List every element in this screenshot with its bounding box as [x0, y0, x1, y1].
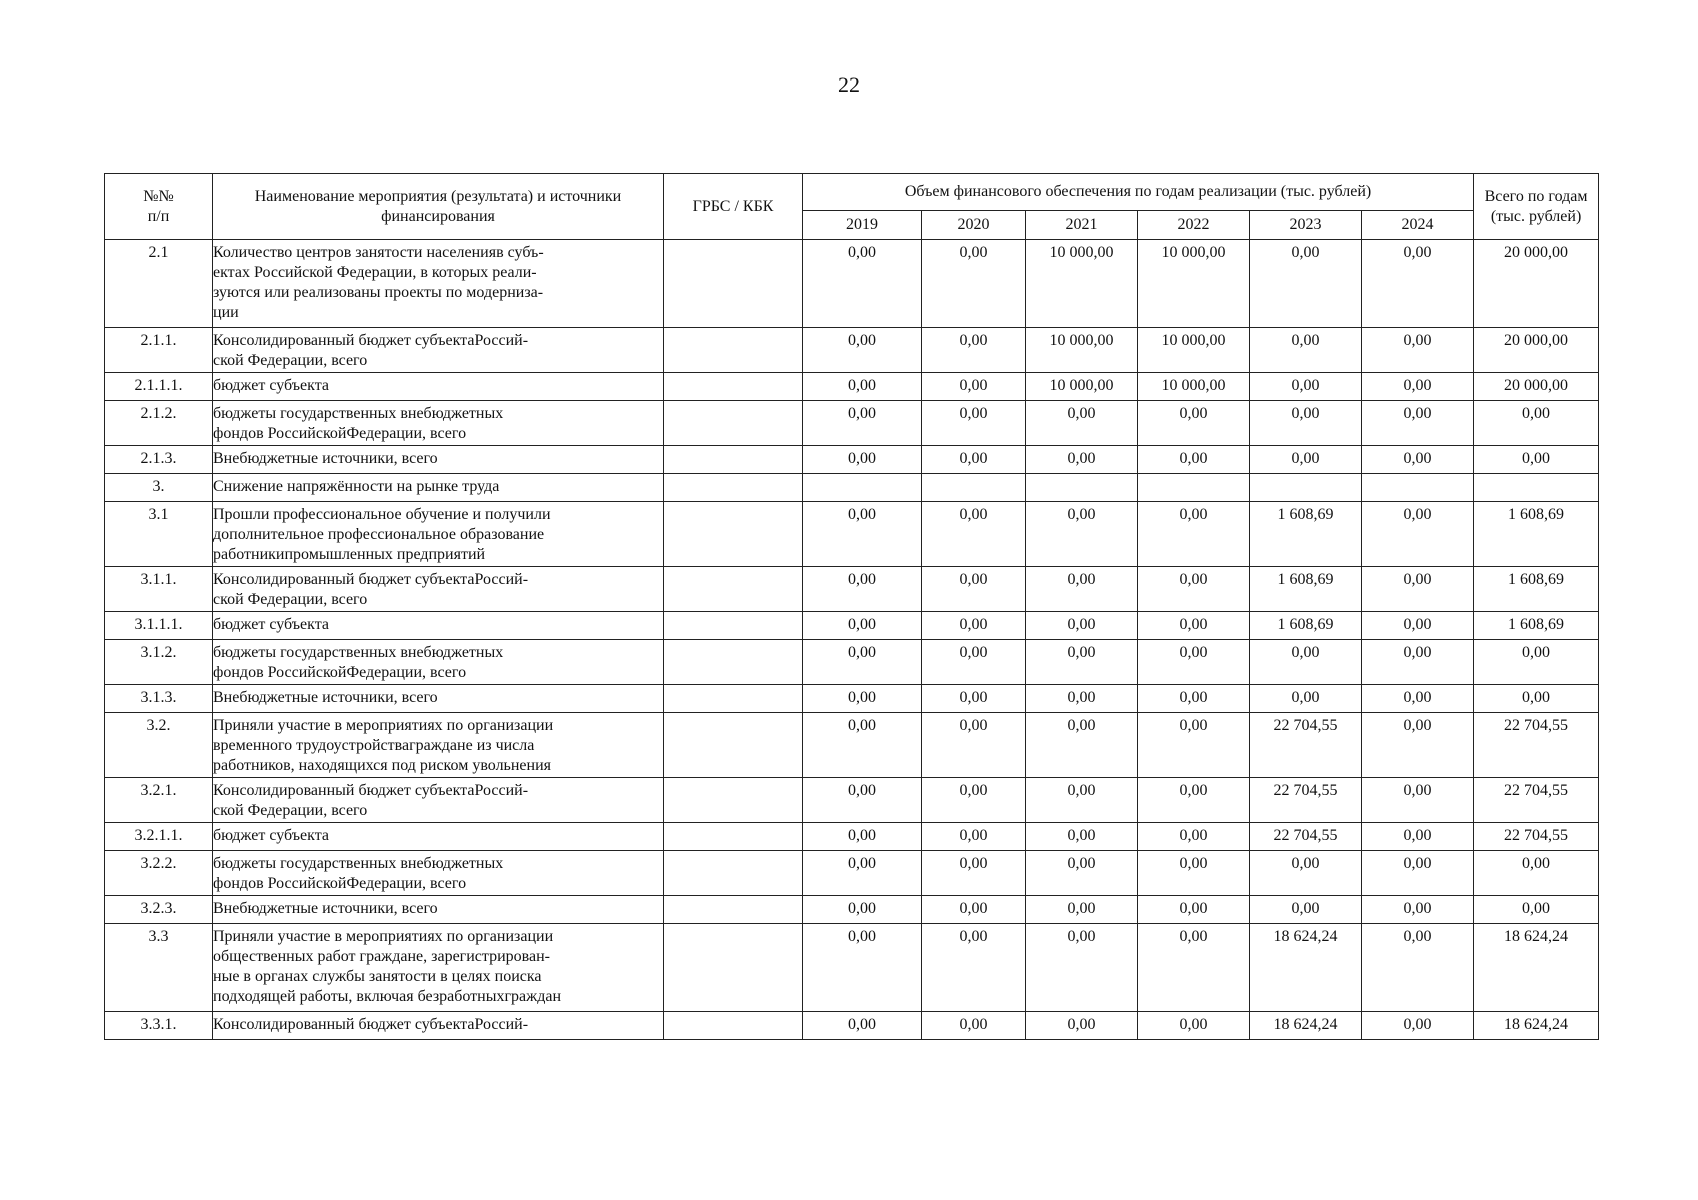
- row-year-value-cell: 0,00: [803, 778, 922, 823]
- row-year-value-cell: 0,00: [922, 924, 1026, 1012]
- row-year-value-cell: 0,00: [803, 1012, 922, 1040]
- row-year-value-cell: 0,00: [922, 567, 1026, 612]
- row-year-value-cell: 0,00: [1026, 502, 1138, 567]
- row-year-value-cell: 0,00: [1026, 685, 1138, 713]
- row-year-value-cell: 0,00: [1362, 896, 1474, 924]
- row-grbs-cell: [664, 612, 803, 640]
- row-number-cell: 3.2.1.1.: [105, 823, 213, 851]
- row-year-value-cell: 0,00: [803, 567, 922, 612]
- table-row: [105, 640, 1599, 685]
- row-total-cell: 1 608,69: [1474, 567, 1599, 612]
- row-year-value-cell: [1026, 474, 1138, 502]
- row-number-cell: 2.1.1.1.: [105, 373, 213, 401]
- header-total: Всего по годам (тыс. рублей): [1474, 174, 1599, 240]
- table-row: [105, 502, 1599, 567]
- row-year-value-cell: [922, 474, 1026, 502]
- row-number-cell: 3.1.3.: [105, 685, 213, 713]
- row-grbs-cell: [664, 851, 803, 896]
- row-year-value-cell: 0,00: [1250, 446, 1362, 474]
- row-year-value-cell: 0,00: [1250, 640, 1362, 685]
- row-year-value-cell: 0,00: [803, 851, 922, 896]
- row-total-cell: 1 608,69: [1474, 612, 1599, 640]
- row-year-value-cell: [1362, 474, 1474, 502]
- table-row: [105, 778, 1599, 823]
- row-total-cell: 0,00: [1474, 685, 1599, 713]
- table-row: [105, 446, 1599, 474]
- row-number-cell: 3.3.1.: [105, 1012, 213, 1040]
- table-row: [105, 474, 1599, 502]
- row-grbs-cell: [664, 685, 803, 713]
- row-year-value-cell: 0,00: [1362, 685, 1474, 713]
- row-grbs-cell: [664, 567, 803, 612]
- row-year-value-cell: 0,00: [803, 823, 922, 851]
- row-grbs-cell: [664, 823, 803, 851]
- row-year-value-cell: 0,00: [1138, 567, 1250, 612]
- row-year-value-cell: 0,00: [803, 612, 922, 640]
- row-year-value-cell: 0,00: [1362, 446, 1474, 474]
- row-year-value-cell: 0,00: [1138, 685, 1250, 713]
- row-year-value-cell: 0,00: [1138, 612, 1250, 640]
- row-year-value-cell: 0,00: [922, 1012, 1026, 1040]
- row-total-cell: 22 704,55: [1474, 713, 1599, 778]
- row-year-value-cell: 0,00: [1026, 851, 1138, 896]
- row-name-cell: Консолидированный бюджет субъектаРоссий- ской Федерации, всего: [213, 328, 664, 373]
- row-total-cell: 18 624,24: [1474, 1012, 1599, 1040]
- header-grbs: ГРБС / КБК: [664, 174, 803, 240]
- row-grbs-cell: [664, 896, 803, 924]
- row-year-value-cell: 0,00: [1138, 896, 1250, 924]
- row-number-cell: 3.1.1.1.: [105, 612, 213, 640]
- row-total-cell: 0,00: [1474, 851, 1599, 896]
- row-total-cell: 18 624,24: [1474, 924, 1599, 1012]
- row-year-value-cell: 0,00: [1362, 612, 1474, 640]
- row-year-value-cell: 22 704,55: [1250, 778, 1362, 823]
- row-number-cell: 3.2.1.: [105, 778, 213, 823]
- row-year-value-cell: 0,00: [922, 328, 1026, 373]
- row-year-value-cell: 1 608,69: [1250, 502, 1362, 567]
- row-year-value-cell: 0,00: [922, 778, 1026, 823]
- row-year-value-cell: 0,00: [1362, 240, 1474, 328]
- header-year: 2023: [1250, 211, 1362, 240]
- row-year-value-cell: 0,00: [922, 713, 1026, 778]
- row-year-value-cell: 0,00: [1362, 778, 1474, 823]
- row-year-value-cell: 0,00: [1026, 446, 1138, 474]
- row-total-cell: 0,00: [1474, 446, 1599, 474]
- row-year-value-cell: 0,00: [1362, 851, 1474, 896]
- row-year-value-cell: 0,00: [1362, 1012, 1474, 1040]
- row-year-value-cell: 10 000,00: [1138, 328, 1250, 373]
- row-name-cell: Внебюджетные источники, всего: [213, 896, 664, 924]
- row-number-cell: 3.1: [105, 502, 213, 567]
- row-grbs-cell: [664, 778, 803, 823]
- header-name: Наименование мероприятия (результата) и источники финансирования: [213, 174, 664, 240]
- row-name-cell: Приняли участие в мероприятиях по организации общественных работ граждане, зарегистрирован- ные в органах службы занятости в целях поиска подходящей работы, включая безработныхграждан: [213, 924, 664, 1012]
- row-year-value-cell: 0,00: [803, 713, 922, 778]
- row-grbs-cell: [664, 1012, 803, 1040]
- table-header: [105, 174, 1599, 240]
- row-year-value-cell: 0,00: [1362, 713, 1474, 778]
- row-year-value-cell: 0,00: [1026, 401, 1138, 446]
- row-year-value-cell: 0,00: [922, 685, 1026, 713]
- table-row: [105, 823, 1599, 851]
- row-year-value-cell: 0,00: [1138, 502, 1250, 567]
- row-year-value-cell: 0,00: [1026, 823, 1138, 851]
- row-total-cell: [1474, 474, 1599, 502]
- row-total-cell: 0,00: [1474, 896, 1599, 924]
- table-row: [105, 328, 1599, 373]
- row-name-cell: Внебюджетные источники, всего: [213, 685, 664, 713]
- table-row: [105, 851, 1599, 896]
- row-year-value-cell: 0,00: [1026, 778, 1138, 823]
- header-year: 2022: [1138, 211, 1250, 240]
- financing-table: [104, 173, 1599, 1040]
- header-year: 2019: [803, 211, 922, 240]
- row-year-value-cell: 0,00: [803, 328, 922, 373]
- row-total-cell: 20 000,00: [1474, 328, 1599, 373]
- row-name-cell: Снижение напряжённости на рынке труда: [213, 474, 664, 502]
- row-year-value-cell: 0,00: [1362, 373, 1474, 401]
- table-row: [105, 567, 1599, 612]
- row-grbs-cell: [664, 401, 803, 446]
- row-number-cell: 2.1.3.: [105, 446, 213, 474]
- row-grbs-cell: [664, 502, 803, 567]
- row-year-value-cell: 0,00: [922, 373, 1026, 401]
- row-year-value-cell: 0,00: [803, 240, 922, 328]
- header-year: 2020: [922, 211, 1026, 240]
- table-body: [105, 240, 1599, 1040]
- row-year-value-cell: 0,00: [1362, 640, 1474, 685]
- row-year-value-cell: 0,00: [803, 373, 922, 401]
- row-year-value-cell: [1250, 474, 1362, 502]
- row-year-value-cell: [1138, 474, 1250, 502]
- table-row: [105, 685, 1599, 713]
- row-year-value-cell: 0,00: [1138, 446, 1250, 474]
- row-year-value-cell: 0,00: [922, 401, 1026, 446]
- row-year-value-cell: 0,00: [803, 446, 922, 474]
- row-year-value-cell: 0,00: [1250, 851, 1362, 896]
- row-year-value-cell: 1 608,69: [1250, 567, 1362, 612]
- row-year-value-cell: 0,00: [1250, 328, 1362, 373]
- row-year-value-cell: 0,00: [1026, 612, 1138, 640]
- row-name-cell: бюджет субъекта: [213, 823, 664, 851]
- row-year-value-cell: 0,00: [1362, 328, 1474, 373]
- row-total-cell: 1 608,69: [1474, 502, 1599, 567]
- row-name-cell: бюджет субъекта: [213, 612, 664, 640]
- row-year-value-cell: 0,00: [1362, 502, 1474, 567]
- header-num: №№ п/п: [105, 174, 213, 240]
- row-number-cell: 3.1.2.: [105, 640, 213, 685]
- row-year-value-cell: 10 000,00: [1026, 240, 1138, 328]
- row-grbs-cell: [664, 924, 803, 1012]
- row-year-value-cell: 0,00: [1138, 851, 1250, 896]
- row-year-value-cell: 0,00: [803, 924, 922, 1012]
- row-total-cell: 0,00: [1474, 640, 1599, 685]
- row-number-cell: 3.3: [105, 924, 213, 1012]
- table-row: [105, 924, 1599, 1012]
- row-year-value-cell: 0,00: [803, 685, 922, 713]
- row-total-cell: 20 000,00: [1474, 373, 1599, 401]
- row-name-cell: Консолидированный бюджет субъектаРоссий- ской Федерации, всего: [213, 778, 664, 823]
- row-grbs-cell: [664, 328, 803, 373]
- row-number-cell: 3.2.3.: [105, 896, 213, 924]
- header-year: 2024: [1362, 211, 1474, 240]
- row-year-value-cell: 0,00: [922, 502, 1026, 567]
- row-year-value-cell: 0,00: [1138, 778, 1250, 823]
- table-row: [105, 240, 1599, 328]
- row-grbs-cell: [664, 373, 803, 401]
- row-year-value-cell: 0,00: [803, 640, 922, 685]
- header-volume: Объем финансового обеспечения по годам реализации (тыс. рублей): [803, 174, 1474, 211]
- row-year-value-cell: 0,00: [1250, 401, 1362, 446]
- row-year-value-cell: 0,00: [1362, 823, 1474, 851]
- row-grbs-cell: [664, 713, 803, 778]
- row-year-value-cell: 0,00: [922, 612, 1026, 640]
- row-year-value-cell: 10 000,00: [1026, 373, 1138, 401]
- row-total-cell: 0,00: [1474, 401, 1599, 446]
- row-grbs-cell: [664, 474, 803, 502]
- row-year-value-cell: 0,00: [1138, 713, 1250, 778]
- row-grbs-cell: [664, 640, 803, 685]
- row-year-value-cell: 0,00: [1362, 567, 1474, 612]
- row-year-value-cell: 0,00: [1250, 373, 1362, 401]
- row-year-value-cell: [803, 474, 922, 502]
- row-year-value-cell: 10 000,00: [1026, 328, 1138, 373]
- page-number: 22: [838, 72, 860, 97]
- row-year-value-cell: 22 704,55: [1250, 713, 1362, 778]
- row-total-cell: 20 000,00: [1474, 240, 1599, 328]
- row-number-cell: 2.1.1.: [105, 328, 213, 373]
- row-year-value-cell: 0,00: [922, 823, 1026, 851]
- row-year-value-cell: 0,00: [1250, 685, 1362, 713]
- row-total-cell: 22 704,55: [1474, 778, 1599, 823]
- row-year-value-cell: 0,00: [1138, 401, 1250, 446]
- row-year-value-cell: 0,00: [1138, 1012, 1250, 1040]
- row-name-cell: Консолидированный бюджет субъектаРоссий- ской Федерации, всего: [213, 567, 664, 612]
- header-year: 2021: [1026, 211, 1138, 240]
- row-year-value-cell: 0,00: [1026, 1012, 1138, 1040]
- row-year-value-cell: 0,00: [1362, 924, 1474, 1012]
- row-year-value-cell: 0,00: [1138, 640, 1250, 685]
- row-number-cell: 3.2.: [105, 713, 213, 778]
- row-name-cell: Приняли участие в мероприятиях по организации временного трудоустройстваграждане из числа работников, находящихся под риском увольнения: [213, 713, 664, 778]
- row-number-cell: 3.1.1.: [105, 567, 213, 612]
- row-year-value-cell: 0,00: [803, 401, 922, 446]
- row-name-cell: бюджеты государственных внебюджетных фондов РоссийскойФедерации, всего: [213, 640, 664, 685]
- row-year-value-cell: 0,00: [1362, 401, 1474, 446]
- row-year-value-cell: 0,00: [1138, 924, 1250, 1012]
- table-row: [105, 612, 1599, 640]
- row-number-cell: 2.1: [105, 240, 213, 328]
- table-row: [105, 373, 1599, 401]
- table-row: [105, 896, 1599, 924]
- row-year-value-cell: 0,00: [1026, 924, 1138, 1012]
- row-year-value-cell: 10 000,00: [1138, 373, 1250, 401]
- row-year-value-cell: 0,00: [803, 502, 922, 567]
- row-number-cell: 3.: [105, 474, 213, 502]
- row-year-value-cell: 0,00: [922, 240, 1026, 328]
- row-year-value-cell: 0,00: [1250, 896, 1362, 924]
- row-year-value-cell: 0,00: [1138, 823, 1250, 851]
- row-year-value-cell: 0,00: [803, 896, 922, 924]
- row-year-value-cell: 1 608,69: [1250, 612, 1362, 640]
- row-year-value-cell: 0,00: [1026, 640, 1138, 685]
- row-year-value-cell: 18 624,24: [1250, 924, 1362, 1012]
- row-year-value-cell: 0,00: [1026, 567, 1138, 612]
- row-name-cell: Внебюджетные источники, всего: [213, 446, 664, 474]
- row-name-cell: бюджеты государственных внебюджетных фондов РоссийскойФедерации, всего: [213, 401, 664, 446]
- row-grbs-cell: [664, 446, 803, 474]
- row-year-value-cell: 0,00: [922, 851, 1026, 896]
- row-year-value-cell: 0,00: [1026, 896, 1138, 924]
- row-name-cell: бюджеты государственных внебюджетных фондов РоссийскойФедерации, всего: [213, 851, 664, 896]
- table-row: [105, 401, 1599, 446]
- row-number-cell: 2.1.2.: [105, 401, 213, 446]
- row-year-value-cell: 22 704,55: [1250, 823, 1362, 851]
- row-name-cell: бюджет субъекта: [213, 373, 664, 401]
- row-year-value-cell: 0,00: [1250, 240, 1362, 328]
- table-row: [105, 713, 1599, 778]
- row-name-cell: Прошли профессиональное обучение и получили дополнительное профессиональное образование работникипромышленных предприятий: [213, 502, 664, 567]
- row-year-value-cell: 0,00: [922, 446, 1026, 474]
- row-grbs-cell: [664, 240, 803, 328]
- row-name-cell: Консолидированный бюджет субъектаРоссий-: [213, 1012, 664, 1040]
- table-row: [105, 1012, 1599, 1040]
- row-number-cell: 3.2.2.: [105, 851, 213, 896]
- row-year-value-cell: 18 624,24: [1250, 1012, 1362, 1040]
- row-total-cell: 22 704,55: [1474, 823, 1599, 851]
- row-year-value-cell: 10 000,00: [1138, 240, 1250, 328]
- row-year-value-cell: 0,00: [922, 896, 1026, 924]
- row-year-value-cell: 0,00: [922, 640, 1026, 685]
- row-year-value-cell: 0,00: [1026, 713, 1138, 778]
- row-name-cell: Количество центров занятости населенияв субъ- ектах Российской Федерации, в которых реали- зуются или реализованы проекты по модерниза- ции: [213, 240, 664, 328]
